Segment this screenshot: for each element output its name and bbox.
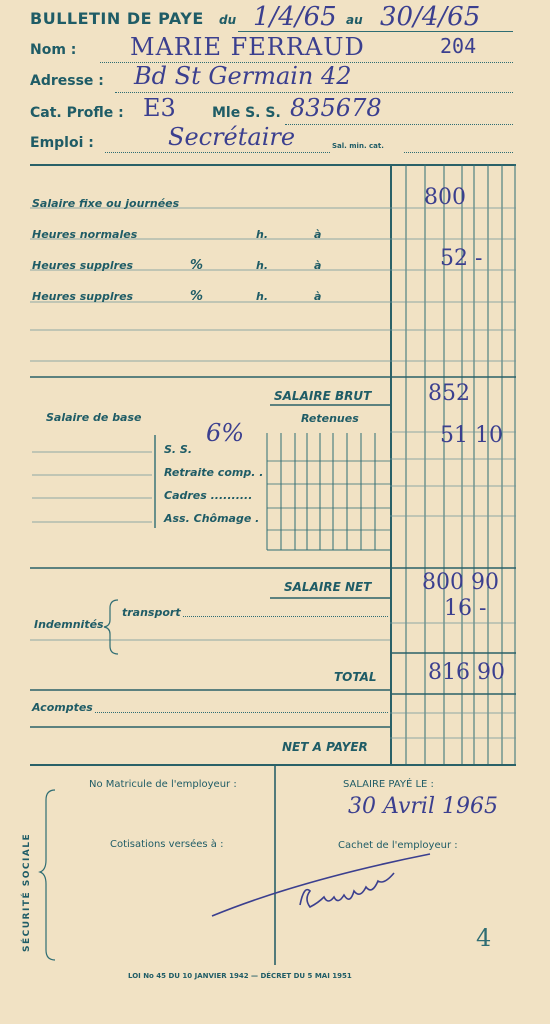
du-label: du bbox=[219, 13, 237, 27]
heures-supp-h-2: h. bbox=[256, 290, 269, 303]
retenues-label: Retenues bbox=[301, 412, 359, 425]
period-end: 30/4/65 bbox=[380, 2, 481, 32]
chomage-label: Ass. Chômage . bbox=[164, 512, 260, 525]
law-reference: LOI No 45 DU 10 JANVIER 1942 — DÉCRET DU 5 MAI 1951 bbox=[128, 972, 352, 980]
salaire-brut-amount: 852 bbox=[428, 381, 470, 406]
retenues-amount: 51 10 bbox=[440, 423, 503, 448]
heures-normales-label: Heures normales bbox=[32, 228, 138, 241]
mle-value: 835678 bbox=[290, 94, 382, 122]
acomptes-label: Acomptes bbox=[32, 701, 93, 714]
salaire-net-amount: 800 90 bbox=[422, 570, 499, 595]
retraite-label: Retraite comp. . bbox=[164, 466, 264, 479]
ss-label: S. S. bbox=[164, 443, 193, 456]
salaire-net-label: SALAIRE NET bbox=[284, 580, 372, 594]
emploi-label: Emploi : bbox=[30, 135, 94, 151]
heures-supp-label-1: Heures supplres bbox=[32, 259, 134, 272]
cat-value: E3 bbox=[143, 94, 176, 122]
nom-value: MARIE FERRAUD bbox=[130, 33, 365, 61]
salaire-fixe-label: Salaire fixe ou journées bbox=[32, 197, 180, 210]
salaire-paye-value: 30 Avril 1965 bbox=[348, 794, 498, 819]
heures-supp-pct-1: % bbox=[190, 258, 204, 273]
heures-normales-a: à bbox=[314, 228, 322, 241]
acomptes-rule bbox=[95, 712, 388, 713]
document-title: BULLETIN DE PAYE bbox=[30, 9, 204, 28]
cotisations-label: Cotisations versées à : bbox=[110, 839, 224, 850]
au-label: au bbox=[346, 13, 363, 27]
employee-number: 204 bbox=[440, 34, 477, 58]
cat-label: Cat. Profle : bbox=[30, 105, 124, 121]
page-number: 4 bbox=[476, 924, 492, 952]
net-a-payer-label: NET A PAYER bbox=[282, 740, 368, 754]
emploi-value: Secrétaire bbox=[168, 123, 296, 151]
transport-amount: 16 - bbox=[444, 596, 487, 621]
indemnites-label: Indemnités bbox=[34, 618, 104, 631]
adresse-value: Bd St Germain 42 bbox=[134, 62, 352, 90]
total-label: TOTAL bbox=[334, 670, 377, 684]
securite-sociale-label: SÉCURITÉ SOCIALE bbox=[22, 832, 32, 952]
total-amount: 816 90 bbox=[428, 660, 505, 685]
salaire-paye-label: SALAIRE PAYÉ LE : bbox=[343, 779, 434, 790]
nom-label: Nom : bbox=[30, 42, 77, 58]
matricule-label: No Matricule de l'employeur : bbox=[89, 779, 237, 790]
heures-supp-a-1: à bbox=[314, 259, 322, 272]
transport-label: transport bbox=[122, 606, 181, 619]
cachet-label: Cachet de l'employeur : bbox=[338, 840, 458, 851]
salaire-fixe-amount: 800 bbox=[424, 185, 466, 210]
heures-normales-h: h. bbox=[256, 228, 269, 241]
salaire-base-label: Salaire de base bbox=[46, 411, 142, 424]
heures-supp-a-2: à bbox=[314, 290, 322, 303]
salaire-brut-label: SALAIRE BRUT bbox=[274, 389, 372, 403]
heures-supp-h-1: h. bbox=[256, 259, 269, 272]
heures-supp-label-2: Heures supplres bbox=[32, 290, 134, 303]
mle-label: Mle S. S. bbox=[212, 105, 281, 121]
adresse-label: Adresse : bbox=[30, 73, 104, 89]
sal-min-label: Sal. min. cat. bbox=[332, 142, 384, 150]
transport-rule bbox=[183, 616, 388, 617]
cadres-label: Cadres .......... bbox=[164, 489, 253, 502]
period-start: 1/4/65 bbox=[253, 2, 337, 32]
ss-rate: 6% bbox=[206, 419, 245, 447]
heures-supp-pct-2: % bbox=[190, 289, 204, 304]
heures-supp-amount: 52 - bbox=[440, 246, 483, 271]
